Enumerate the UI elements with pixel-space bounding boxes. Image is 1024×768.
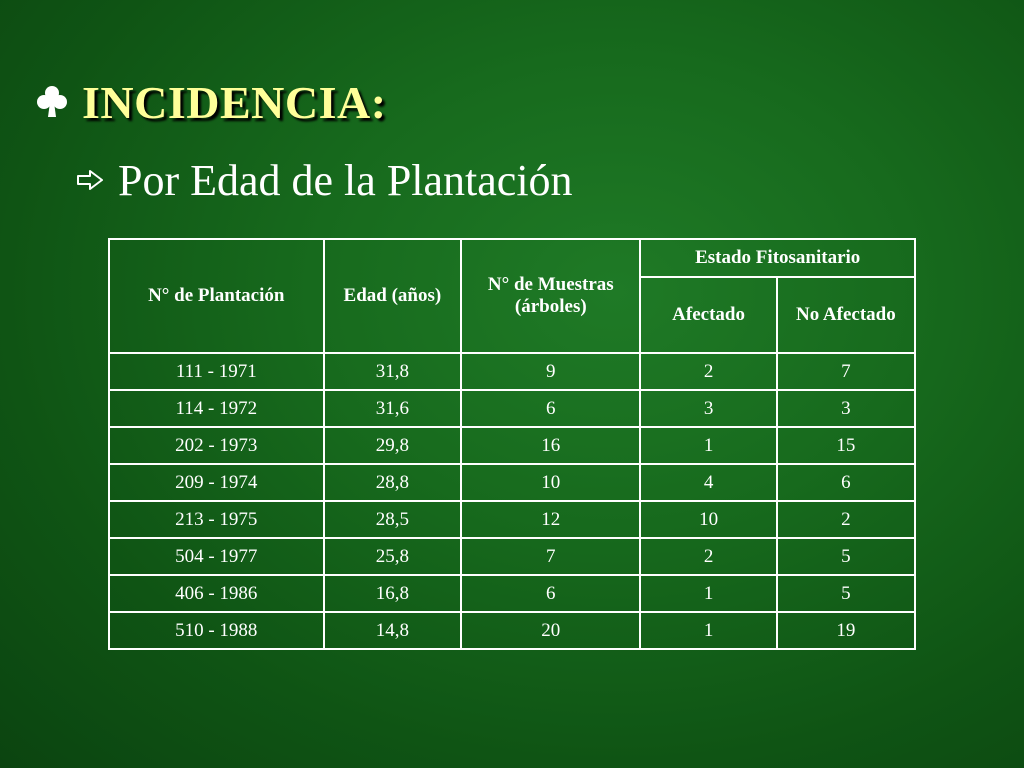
cell-not-affected: 5 — [777, 575, 915, 612]
outline-right-arrow-icon — [76, 170, 104, 190]
cell-plantation: 114 - 1972 — [109, 390, 324, 427]
cell-not-affected: 19 — [777, 612, 915, 649]
cell-affected: 1 — [640, 575, 776, 612]
cell-plantation: 213 - 1975 — [109, 501, 324, 538]
cell-affected: 10 — [640, 501, 776, 538]
table-row — [109, 501, 915, 538]
cell-plantation: 111 - 1971 — [109, 353, 324, 390]
header-samples: N° de Muestras (árboles) — [461, 239, 640, 353]
incidence-table — [108, 238, 916, 650]
cell-affected: 3 — [640, 390, 776, 427]
cell-age: 31,6 — [324, 390, 462, 427]
cell-not-affected: 15 — [777, 427, 915, 464]
cell-affected: 1 — [640, 427, 776, 464]
slide-title: INCIDENCIA: — [82, 76, 387, 128]
cell-plantation: 406 - 1986 — [109, 575, 324, 612]
cell-not-affected: 5 — [777, 538, 915, 575]
club-suit-icon — [36, 85, 68, 119]
header-phytosanitary-status: Estado Fitosanitario — [640, 239, 915, 277]
table-row — [109, 427, 915, 464]
cell-samples: 6 — [461, 390, 640, 427]
cell-age: 29,8 — [324, 427, 462, 464]
cell-affected: 2 — [640, 353, 776, 390]
cell-not-affected: 6 — [777, 464, 915, 501]
cell-samples: 20 — [461, 612, 640, 649]
cell-plantation: 510 - 1988 — [109, 612, 324, 649]
cell-age: 31,8 — [324, 353, 462, 390]
cell-affected: 4 — [640, 464, 776, 501]
cell-plantation: 504 - 1977 — [109, 538, 324, 575]
cell-age: 28,8 — [324, 464, 462, 501]
cell-age: 28,5 — [324, 501, 462, 538]
cell-samples: 12 — [461, 501, 640, 538]
table-row — [109, 575, 915, 612]
cell-samples: 10 — [461, 464, 640, 501]
header-age: Edad (años) — [324, 239, 462, 353]
slide-subtitle: Por Edad de la Plantación — [118, 155, 573, 205]
cell-samples: 6 — [461, 575, 640, 612]
header-affected: Afectado — [640, 277, 776, 353]
cell-samples: 9 — [461, 353, 640, 390]
cell-age: 25,8 — [324, 538, 462, 575]
header-not-affected: No Afectado — [777, 277, 915, 353]
table-header-row — [109, 239, 915, 277]
cell-not-affected: 2 — [777, 501, 915, 538]
table-row — [109, 464, 915, 501]
cell-affected: 1 — [640, 612, 776, 649]
cell-age: 16,8 — [324, 575, 462, 612]
table-row — [109, 390, 915, 427]
slide-title-row — [36, 72, 387, 132]
cell-age: 14,8 — [324, 612, 462, 649]
table-row — [109, 612, 915, 649]
table-row — [109, 353, 915, 390]
table-row — [109, 538, 915, 575]
cell-not-affected: 7 — [777, 353, 915, 390]
cell-samples: 7 — [461, 538, 640, 575]
cell-samples: 16 — [461, 427, 640, 464]
header-plantation: N° de Plantación — [109, 239, 324, 353]
cell-affected: 2 — [640, 538, 776, 575]
cell-not-affected: 3 — [777, 390, 915, 427]
slide-subtitle-row — [76, 152, 573, 208]
cell-plantation: 202 - 1973 — [109, 427, 324, 464]
cell-plantation: 209 - 1974 — [109, 464, 324, 501]
